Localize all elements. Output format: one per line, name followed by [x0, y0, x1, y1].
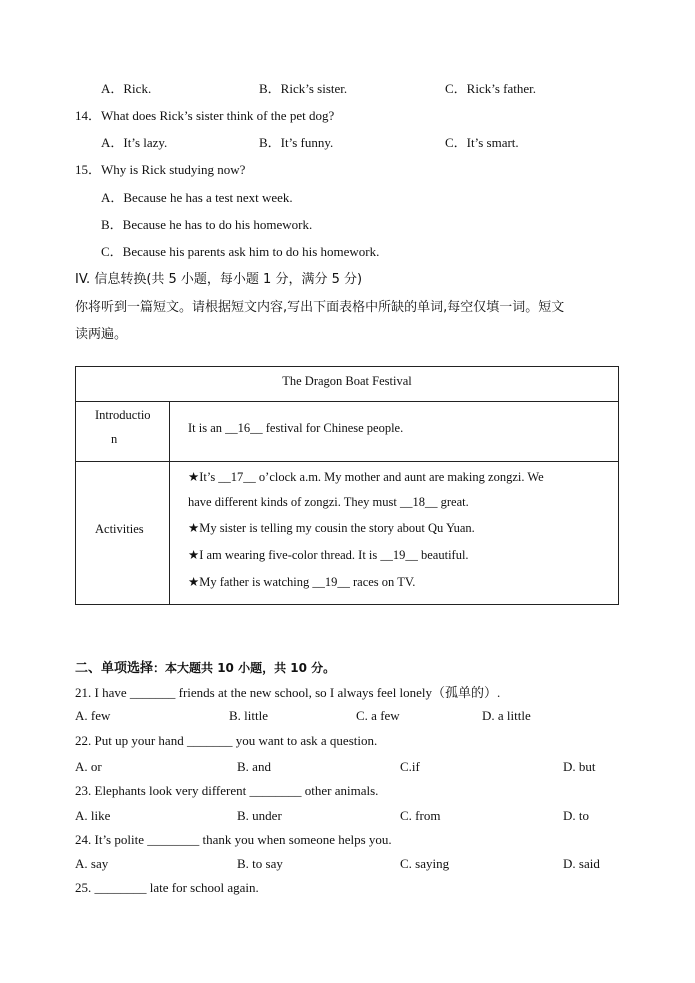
q24-option-d: D. said [563, 856, 600, 871]
q21-question: 21. I have _______ friends at the new school, so I always feel lonely（孤单的）. [75, 685, 501, 700]
activity-line: ★It’s __17__ o’clock a.m. My mother and aunt are making zongzi. We [188, 470, 544, 484]
activity-line: ★My sister is telling my cousin the story about Qu Yuan. [188, 521, 475, 535]
dragon-boat-table [75, 366, 619, 605]
q21-option-b: B. little [229, 708, 268, 723]
q23-option-d: D. to [563, 808, 589, 823]
q15-question: 15．Why is Rick studying now? [75, 162, 246, 177]
table-title-row [76, 367, 618, 402]
q14-question: 14．What does Rick’s sister think of the pet dog? [75, 108, 335, 123]
q21-option-c: C. a few [356, 708, 400, 723]
q21-option-d: D. a little [482, 708, 531, 723]
q14-option-c: C．It’s smart. [445, 135, 519, 150]
q23-option-c: C. from [400, 808, 441, 823]
section-2-heading [75, 657, 335, 676]
q24-option-b: B. to say [237, 856, 283, 871]
activities-label: Activities [95, 522, 144, 536]
q23-question: 23. Elephants look very different ________ other animals. [75, 783, 379, 798]
q22-option-d: D. but [563, 759, 596, 774]
table-intro-row [76, 402, 618, 462]
q24-option-a: A. say [75, 856, 109, 871]
table-column-divider [169, 402, 170, 604]
q24-question: 24. It’s polite ________ thank you when someone helps you. [75, 832, 392, 847]
q22-question: 22. Put up your hand _______ you want to ask a question. [75, 733, 378, 748]
activity-line: have different kinds of zongzi. They must __18__ great. [188, 495, 469, 509]
q13-option-b: B．Rick’s sister. [259, 81, 348, 96]
q13-option-a: A．Rick. [101, 81, 152, 96]
q15-option-a: A．Because he has a test next week. [101, 190, 293, 205]
q23-option-b: B. under [237, 808, 282, 823]
table-title: The Dragon Boat Festival [282, 374, 412, 388]
q22-option-c: C.if [400, 759, 420, 774]
activity-line: ★My father is watching __19__ races on TV. [188, 575, 416, 589]
q14-option-a: A．It’s lazy. [101, 135, 168, 150]
q15-option-b: B．Because he has to do his homework. [101, 217, 313, 232]
q25-question: 25. ________ late for school again. [75, 880, 259, 895]
q23-option-a: A. like [75, 808, 111, 823]
intro-text: It is an __16__ festival for Chinese people. [188, 421, 404, 435]
q22-option-b: B. and [237, 759, 271, 774]
section-4-instruction-line1: 你将听到一篇短文。请根据短文内容,写出下面表格中所缺的单词,每空仅填一词。短文 [75, 300, 565, 315]
intro-label-line1: Introductio [95, 408, 151, 422]
q13-option-c: C．Rick’s father. [445, 81, 536, 96]
q24-option-c: C. saying [400, 856, 450, 871]
q15-option-c: C．Because his parents ask him to do his homework. [101, 244, 380, 259]
section-4-heading: IV. 信息转换(共 5 小题，每小题 1 分，满分 5 分) [75, 272, 363, 287]
q14-option-b: B．It’s funny. [259, 135, 334, 150]
activity-line: ★I am wearing five-color thread. It is __19__ beautiful. [188, 548, 469, 562]
intro-label-line2: n [111, 432, 118, 446]
q22-option-a: A. or [75, 759, 102, 774]
section-2-heading-rest: ：本大题共 10 小题，共 10 分。 [153, 661, 336, 675]
q21-option-a: A. few [75, 708, 111, 723]
section-2-heading-bold: 二、单项选择 [75, 661, 154, 676]
section-4-instruction-line2: 读两遍。 [75, 327, 128, 342]
